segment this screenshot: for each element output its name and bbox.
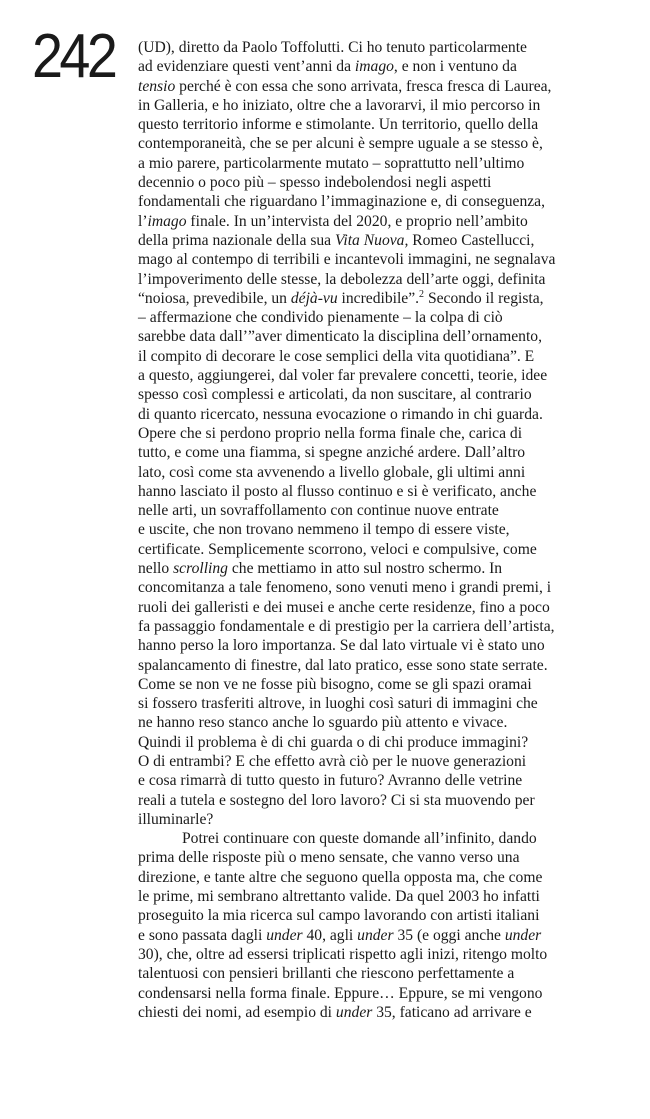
text-run: nelle arti, un sovraffollamento con continue nuove entrate bbox=[138, 502, 499, 520]
text-run: hanno perso la loro importanza. Se dal lato virtuale vi è stato uno bbox=[138, 637, 545, 655]
paragraph bbox=[138, 38, 570, 829]
text-line bbox=[138, 1003, 570, 1022]
text-run: – affermazione che condivido pienamente – la colpa di ciò bbox=[138, 309, 503, 327]
text-line bbox=[138, 96, 570, 115]
text-run: e sono passata dagli bbox=[138, 926, 267, 944]
text-run: Secondo il regista, bbox=[424, 289, 544, 307]
text-run: 30), che, oltre ad essersi triplicati rispetto agli inizi, ritengo molto bbox=[138, 945, 548, 963]
text-line bbox=[138, 385, 570, 404]
text-run: l’impoverimento delle stesse, la debolezza dell’arte oggi, definita bbox=[138, 270, 546, 288]
italic-text: Vita Nuova, bbox=[335, 231, 409, 249]
text-line bbox=[138, 945, 570, 964]
text-run: , e non i ventuno da bbox=[393, 58, 517, 76]
text-run: di quanto ricercato, nessuna evocazione o rimando in chi guarda. bbox=[138, 405, 543, 423]
text-line bbox=[138, 656, 570, 675]
text-run: Romeo Castellucci, bbox=[408, 231, 535, 249]
text-line bbox=[138, 829, 570, 848]
text-run: O di entrambi? E che effetto avrà ciò per le nuove generazioni bbox=[138, 752, 527, 770]
text-line bbox=[138, 463, 570, 482]
text-line bbox=[138, 501, 570, 520]
text-run: concomitanza a tale fenomeno, sono venuti meno i grandi premi, i bbox=[138, 579, 552, 597]
italic-text: imago bbox=[354, 58, 394, 76]
text-line bbox=[138, 578, 570, 597]
text-line bbox=[138, 906, 570, 925]
text-run: spesso così complessi e articolati, da non suscitare, al contrario bbox=[138, 386, 532, 404]
text-run: della prima nazionale della sua bbox=[138, 231, 336, 249]
text-run: talentuosi con pensieri brillanti che riescono perfettamente a bbox=[138, 965, 515, 983]
footnote-ref: 2 bbox=[419, 288, 425, 300]
text-run: Quindi il problema è di chi guarda o di chi produce immagini? bbox=[138, 733, 529, 751]
text-run: il compito di decorare le cose semplici della vita quotidiana”. E bbox=[138, 347, 535, 365]
text-line bbox=[138, 424, 570, 443]
text-line bbox=[138, 752, 570, 771]
text-line bbox=[138, 115, 570, 134]
text-run: certificate. Semplicemente scorrono, veloci e compulsive, come bbox=[138, 540, 537, 558]
text-run: direzione, e tante altre che seguono quella opposta ma, che come bbox=[138, 868, 543, 886]
text-run: decennio o poco più – spesso indebolendosi negli aspetti bbox=[138, 174, 492, 192]
text-line bbox=[138, 173, 570, 192]
text-line bbox=[138, 520, 570, 539]
text-line bbox=[138, 134, 570, 153]
text-run: fondamentali che riguardano l’immaginazione e, di conseguenza, bbox=[138, 193, 546, 211]
text-line bbox=[138, 405, 570, 424]
text-line bbox=[138, 559, 570, 578]
paragraph bbox=[138, 829, 570, 1022]
text-run: nello bbox=[138, 560, 174, 578]
italic-text: under bbox=[335, 1003, 373, 1021]
text-line bbox=[138, 848, 570, 867]
text-line bbox=[138, 540, 570, 559]
text-line bbox=[138, 154, 570, 173]
text-run: mago al contempo di terribili e incantevoli immagini, ne segnalava bbox=[138, 251, 556, 269]
text-run: 40, agli bbox=[302, 926, 358, 944]
text-line bbox=[138, 482, 570, 501]
text-run: proseguito la mia ricerca sul campo lavorando con artisti italiani bbox=[138, 907, 540, 925]
text-line bbox=[138, 926, 570, 945]
text-run: e cosa rimarrà di tutto questo in futuro? Avranno delle vetrine bbox=[138, 772, 523, 790]
text-run: (UD), diretto da Paolo Toffolutti. Ci ho tenuto particolarmente bbox=[138, 39, 527, 56]
text-line bbox=[138, 675, 570, 694]
text-run: perché è con essa che sono arrivata, fresca fresca di Laurea, bbox=[175, 77, 552, 95]
text-line bbox=[138, 327, 570, 346]
text-line bbox=[138, 231, 570, 250]
text-run: Potrei continuare con queste domande all’infinito, dando bbox=[182, 830, 537, 848]
text-line bbox=[138, 366, 570, 385]
italic-text: tensio bbox=[138, 77, 176, 95]
text-run: “noiosa, prevedibile, un bbox=[138, 289, 291, 307]
text-line bbox=[138, 250, 570, 269]
text-run: ne hanno reso stanco anche lo sguardo più attento e vivace. bbox=[138, 714, 508, 732]
text-line bbox=[138, 694, 570, 713]
text-line bbox=[138, 57, 570, 76]
text-line bbox=[138, 598, 570, 617]
text-line bbox=[138, 964, 570, 983]
italic-text: scrolling bbox=[173, 560, 228, 578]
text-run: si fossero trasferiti altrove, in luoghi così saturi di immagini che bbox=[138, 695, 538, 713]
text-run: in Galleria, e ho iniziato, oltre che a lavorarvi, il mio percorso in bbox=[138, 96, 541, 114]
text-line bbox=[138, 868, 570, 887]
text-run: che mettiamo in atto sul nostro schermo. In bbox=[227, 560, 503, 578]
text-run: a mio parere, particolarmente mutato – soprattutto nell’ultimo bbox=[138, 154, 525, 172]
text-run: tutto, e come una fiamma, si spegne anziché ardere. Dall’altro bbox=[138, 444, 526, 462]
text-run: Come se non ve ne fosse più bisogno, come se gli spazi oramai bbox=[138, 675, 532, 693]
text-line bbox=[138, 38, 570, 57]
text-line bbox=[138, 443, 570, 462]
body-text bbox=[138, 38, 570, 1022]
text-run: prima delle risposte più o meno sensate, che vanno verso una bbox=[138, 849, 520, 867]
text-run: finale. In un’intervista del 2020, e proprio nell’ambito bbox=[186, 212, 528, 230]
text-line bbox=[138, 713, 570, 732]
text-run: chiesti dei nomi, ad esempio di bbox=[138, 1003, 336, 1021]
text-run: 35, faticano ad arrivare e bbox=[372, 1003, 532, 1021]
text-line bbox=[138, 270, 570, 289]
text-run: le prime, mi sembrano altrettanto valide. Da quel 2003 ho infatti bbox=[138, 888, 540, 906]
italic-text: under bbox=[357, 926, 394, 944]
text-line bbox=[138, 791, 570, 810]
italic-text: under bbox=[266, 926, 303, 944]
text-line bbox=[138, 887, 570, 906]
page-number: 242 bbox=[32, 22, 115, 91]
text-run: Opere che si perdono proprio nella forma finale che, carica di bbox=[138, 424, 523, 442]
text-line bbox=[138, 192, 570, 211]
text-run: ruoli dei galleristi e dei musei e anche certe residenze, fino a poco bbox=[138, 598, 550, 616]
text-run: spalancamento di finestre, dal lato pratico, esse sono state serrate. bbox=[138, 656, 548, 674]
italic-text: déjà-vu bbox=[290, 289, 338, 307]
text-line bbox=[138, 212, 570, 231]
text-run: hanno lasciato il posto al flusso continuo e si è verificato, anche bbox=[138, 482, 537, 500]
text-run: reali a tutela e sostegno del loro lavoro? Ci si sta muovendo per bbox=[138, 791, 535, 809]
text-run: e uscite, che non trovano nemmeno il tempo di essere viste, bbox=[138, 521, 510, 539]
text-run: 35 (e oggi anche bbox=[393, 926, 505, 944]
italic-text: imago bbox=[147, 212, 187, 230]
text-line bbox=[138, 308, 570, 327]
text-line bbox=[138, 733, 570, 752]
text-run: l’ bbox=[138, 212, 148, 230]
text-run: contemporaneità, che se per alcuni è sempre uguale a se stesso è, bbox=[138, 135, 543, 153]
text-line bbox=[138, 77, 570, 96]
text-run: lato, così come sta avvenendo a livello globale, gli ultimi anni bbox=[138, 463, 526, 481]
text-line bbox=[138, 289, 570, 308]
text-run: illuminarle? bbox=[138, 810, 214, 828]
text-line bbox=[138, 347, 570, 366]
text-run: ad evidenziare questi vent’anni da bbox=[138, 58, 355, 76]
text-line bbox=[138, 984, 570, 1003]
text-run: incredibile”. bbox=[337, 289, 420, 307]
text-line bbox=[138, 810, 570, 829]
text-run: condensarsi nella forma finale. Eppure… Eppure, se mi vengono bbox=[138, 984, 543, 1002]
text-line bbox=[138, 771, 570, 790]
text-run: questo territorio informe e stimolante. Un territorio, quello della bbox=[138, 116, 539, 134]
text-line bbox=[138, 617, 570, 636]
text-run: a questo, aggiungerei, dal voler far prevalere concetti, teorie, idee bbox=[138, 367, 548, 385]
italic-text: under bbox=[504, 926, 542, 944]
text-run: fa passaggio fondamentale e di prestigio per la carriera dell’artista, bbox=[138, 617, 555, 635]
text-line bbox=[138, 636, 570, 655]
text-run: sarebbe data dall’”aver dimenticato la disciplina dell’ornamento, bbox=[138, 328, 542, 346]
